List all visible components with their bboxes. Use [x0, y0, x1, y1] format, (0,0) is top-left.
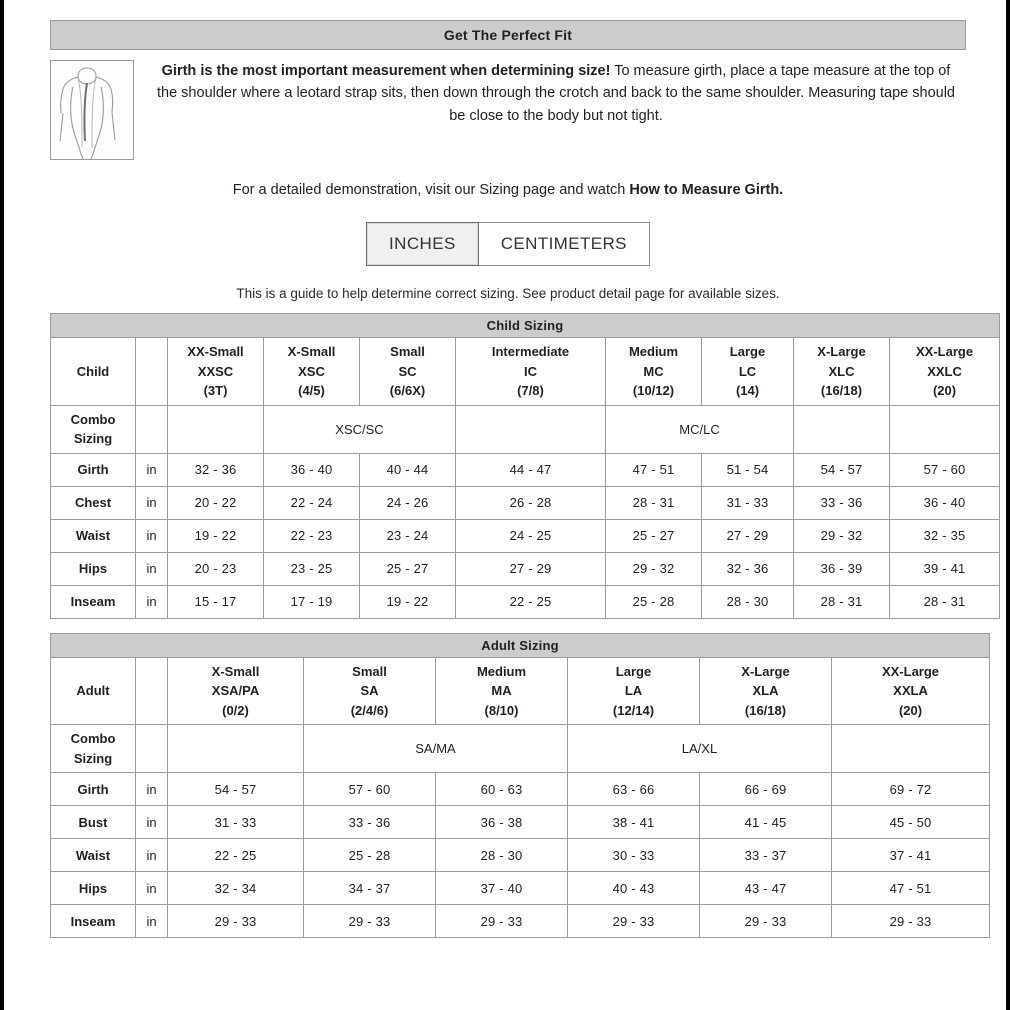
child-col-sc-l1: Small: [390, 344, 425, 359]
unit-centimeters-button[interactable]: CENTIMETERS: [479, 222, 650, 266]
adult-col-xsa: [168, 657, 304, 725]
child-col-xxlc-l2: XXLC: [927, 363, 962, 379]
child-combo-unit-spacer: [136, 405, 168, 453]
adult-combo-row: [51, 725, 990, 773]
child-girth-xlc: 54 - 57: [794, 453, 890, 486]
child-inseam-mc: 25 - 28: [606, 585, 702, 618]
child-table-title-row: [51, 314, 1000, 338]
adult-col-la-l1: Large: [615, 663, 652, 679]
adult-combo-unit-spacer: [136, 725, 168, 773]
adult-waist-ma: 28 - 30: [436, 839, 568, 872]
child-hips-xlc: 36 - 39: [794, 552, 890, 585]
adult-combo-sa-ma: SA/MA: [304, 725, 568, 773]
child-waist-sc: 23 - 24: [360, 519, 456, 552]
adult-inseam-xxla: 29 - 33: [832, 905, 990, 938]
child-combo-empty-2: [456, 405, 606, 453]
child-inseam-lc: 28 - 30: [702, 585, 794, 618]
adult-girth-xla: 66 - 69: [700, 773, 832, 806]
adult-header-label: Adult: [51, 657, 136, 725]
adult-bust-xsa: 31 - 33: [168, 806, 304, 839]
unit-inches-button[interactable]: INCHES: [366, 222, 479, 266]
child-col-ic-l1: Intermediate: [491, 344, 570, 359]
child-combo-empty-3: [794, 405, 890, 453]
adult-bust-la: 38 - 41: [568, 806, 700, 839]
perfect-fit-header: Get The Perfect Fit: [50, 20, 966, 50]
child-col-xxsc: [168, 338, 264, 406]
child-header-row: [51, 338, 1000, 406]
child-hips-ic: 27 - 29: [456, 552, 606, 585]
adult-girth-xsa: 54 - 57: [168, 773, 304, 806]
child-chest-ic: 26 - 28: [456, 486, 606, 519]
child-chest-xsc: 22 - 24: [264, 486, 360, 519]
child-waist-xsc: 22 - 23: [264, 519, 360, 552]
child-hips-sc: 25 - 27: [360, 552, 456, 585]
adult-waist-xxla: 37 - 41: [832, 839, 990, 872]
adult-table-title: Adult Sizing: [51, 633, 990, 657]
adult-bust-ma: 36 - 38: [436, 806, 568, 839]
child-row-label-chest: Chest: [51, 486, 136, 519]
child-col-lc-l2: LC: [738, 363, 757, 379]
table-row: [51, 453, 1000, 486]
adult-col-xxla-l2: XXLA: [893, 683, 928, 698]
table-row: [51, 905, 990, 938]
child-col-xlc-l3: (16/18): [820, 383, 863, 398]
child-row-label-waist: Waist: [51, 519, 136, 552]
adult-combo-empty-1: [168, 725, 304, 773]
adult-hips-ma: 37 - 40: [436, 872, 568, 905]
table-row: [51, 585, 1000, 618]
adult-girth-la: 63 - 66: [568, 773, 700, 806]
adult-col-sa-l1: Small: [352, 663, 387, 679]
adult-combo-empty-2: [832, 725, 990, 773]
unit-toggle-group[interactable]: [50, 222, 966, 266]
child-col-xlc: [794, 338, 890, 406]
adult-col-ma-l3: (8/10): [484, 702, 519, 718]
child-inseam-xxsc: 15 - 17: [168, 585, 264, 618]
table-row: [51, 806, 990, 839]
adult-col-sa-l2: SA: [360, 683, 379, 698]
adult-inseam-sa: 29 - 33: [304, 905, 436, 938]
child-col-xsc-l1: X-Small: [287, 344, 336, 359]
child-unit-hips: in: [136, 552, 168, 585]
child-col-xxsc-l3: (3T): [203, 383, 228, 398]
child-col-xsc-l3: (4/5): [298, 383, 325, 398]
child-combo-empty-1: [168, 405, 264, 453]
adult-hips-xsa: 32 - 34: [168, 872, 304, 905]
child-waist-xxlc: 32 - 35: [890, 519, 1000, 552]
child-hips-xxsc: 20 - 23: [168, 552, 264, 585]
child-inseam-xxlc: 28 - 31: [890, 585, 1000, 618]
child-chest-mc: 28 - 31: [606, 486, 702, 519]
adult-col-xxla: [832, 657, 990, 725]
child-chest-xxsc: 20 - 22: [168, 486, 264, 519]
table-row: [51, 773, 990, 806]
child-header-unit-spacer: [136, 338, 168, 406]
child-waist-xxsc: 19 - 22: [168, 519, 264, 552]
adult-inseam-ma: 29 - 33: [436, 905, 568, 938]
child-combo-mc-lc: MC/LC: [606, 405, 794, 453]
adult-row-label-waist: Waist: [51, 839, 136, 872]
adult-col-la-l2: LA: [624, 683, 643, 698]
child-waist-ic: 24 - 25: [456, 519, 606, 552]
adult-col-xla-l2: XLA: [752, 683, 779, 698]
adult-col-xsa-l2: XSA/PA: [211, 683, 260, 698]
sizing-demo-note-text: For a detailed demonstration, visit our Sizing page and watch: [232, 182, 630, 198]
adult-combo-label-2: Sizing: [73, 750, 113, 766]
child-girth-sc: 40 - 44: [360, 453, 456, 486]
girth-description-rest: To measure girth, place a tape measure at the top of the shoulder where a leotard strap sits, then down through the crotch and back to the same shoulder. Measuring tape should be close to the body but not tight.: [157, 63, 955, 124]
child-inseam-xsc: 17 - 19: [264, 585, 360, 618]
child-col-mc-l2: MC: [643, 363, 664, 379]
adult-inseam-xsa: 29 - 33: [168, 905, 304, 938]
adult-unit-girth: in: [136, 773, 168, 806]
adult-unit-hips: in: [136, 872, 168, 905]
adult-col-xla: [700, 657, 832, 725]
child-girth-lc: 51 - 54: [702, 453, 794, 486]
child-waist-mc: 25 - 27: [606, 519, 702, 552]
child-hips-xxlc: 39 - 41: [890, 552, 1000, 585]
child-col-xlc-l1: X-Large: [817, 344, 866, 359]
child-col-sc-l2: SC: [398, 363, 417, 379]
child-combo-xsc-sc: XSC/SC: [264, 405, 456, 453]
adult-waist-sa: 25 - 28: [304, 839, 436, 872]
child-inseam-sc: 19 - 22: [360, 585, 456, 618]
child-combo-label-1: Combo: [70, 411, 116, 427]
adult-hips-xla: 43 - 47: [700, 872, 832, 905]
adult-col-la: [568, 657, 700, 725]
adult-col-xxla-l3: (20): [898, 702, 923, 718]
adult-header-row: [51, 657, 990, 725]
child-chest-lc: 31 - 33: [702, 486, 794, 519]
child-col-lc: [702, 338, 794, 406]
child-waist-lc: 27 - 29: [702, 519, 794, 552]
child-girth-mc: 47 - 51: [606, 453, 702, 486]
child-hips-lc: 32 - 36: [702, 552, 794, 585]
adult-unit-inseam: in: [136, 905, 168, 938]
child-col-xxsc-l1: XX-Small: [187, 344, 244, 359]
child-girth-ic: 44 - 47: [456, 453, 606, 486]
child-col-lc-l1: Large: [729, 344, 766, 359]
child-girth-xxsc: 32 - 36: [168, 453, 264, 486]
child-inseam-ic: 22 - 25: [456, 585, 606, 618]
adult-table-title-row: [51, 633, 990, 657]
adult-col-xla-l1: X-Large: [741, 663, 790, 679]
adult-sizing-table: [50, 633, 990, 939]
child-col-sc: [360, 338, 456, 406]
how-to-measure-girth-link[interactable]: How to Measure Girth.: [629, 182, 784, 198]
adult-waist-xsa: 22 - 25: [168, 839, 304, 872]
leotard-figure-icon: [50, 60, 134, 160]
child-chest-xlc: 33 - 36: [794, 486, 890, 519]
child-unit-waist: in: [136, 519, 168, 552]
adult-hips-xxla: 47 - 51: [832, 872, 990, 905]
child-header-label: Child: [51, 338, 136, 406]
table-row: [51, 519, 1000, 552]
child-col-mc: [606, 338, 702, 406]
child-combo-label-2: Sizing: [73, 431, 113, 446]
sizing-demo-note: [50, 182, 966, 198]
adult-bust-xxla: 45 - 50: [832, 806, 990, 839]
adult-col-ma: [436, 657, 568, 725]
adult-col-xla-l3: (16/18): [744, 702, 787, 718]
adult-col-la-l3: (12/14): [612, 702, 655, 718]
adult-girth-ma: 60 - 63: [436, 773, 568, 806]
adult-girth-sa: 57 - 60: [304, 773, 436, 806]
child-col-xsc-l2: XSC: [298, 363, 325, 379]
adult-row-label-bust: Bust: [51, 806, 136, 839]
adult-girth-xxla: 69 - 72: [832, 773, 990, 806]
child-chest-sc: 24 - 26: [360, 486, 456, 519]
child-row-label-girth: Girth: [51, 453, 136, 486]
table-row: [51, 486, 1000, 519]
adult-col-xsa-l1: X-Small: [211, 663, 260, 679]
child-sizing-table: [50, 313, 1000, 619]
child-girth-xxlc: 57 - 60: [890, 453, 1000, 486]
adult-unit-bust: in: [136, 806, 168, 839]
child-hips-xsc: 23 - 25: [264, 552, 360, 585]
adult-combo-label-1: Combo: [70, 731, 116, 746]
adult-row-label-girth: Girth: [51, 773, 136, 806]
adult-combo-label: [51, 725, 136, 773]
child-unit-chest: in: [136, 486, 168, 519]
child-col-xxlc-l3: (20): [932, 383, 957, 398]
child-girth-xsc: 36 - 40: [264, 453, 360, 486]
adult-row-label-hips: Hips: [51, 872, 136, 905]
adult-waist-la: 30 - 33: [568, 839, 700, 872]
adult-combo-la-xl: LA/XL: [568, 725, 832, 773]
child-col-ic: [456, 338, 606, 406]
child-chest-xxlc: 36 - 40: [890, 486, 1000, 519]
child-combo-row: [51, 405, 1000, 453]
perfect-fit-body: [50, 50, 966, 160]
adult-col-ma-l2: MA: [491, 683, 512, 698]
girth-description: [146, 58, 966, 127]
adult-hips-la: 40 - 43: [568, 872, 700, 905]
child-col-mc-l3: (10/12): [632, 383, 675, 398]
child-col-xlc-l2: XLC: [828, 363, 855, 379]
child-col-xxsc-l2: XXSC: [197, 363, 234, 379]
adult-col-sa: [304, 657, 436, 725]
child-table-title: Child Sizing: [51, 314, 1000, 338]
table-row: [51, 839, 990, 872]
child-col-lc-l3: (14): [735, 383, 760, 398]
adult-col-ma-l1: Medium: [476, 663, 527, 679]
adult-col-xxla-l1: XX-Large: [881, 663, 940, 679]
child-col-mc-l1: Medium: [628, 344, 679, 359]
child-unit-inseam: in: [136, 585, 168, 618]
adult-inseam-la: 29 - 33: [568, 905, 700, 938]
child-col-ic-l2: IC: [524, 363, 537, 379]
child-row-label-hips: Hips: [51, 552, 136, 585]
adult-row-label-inseam: Inseam: [51, 905, 136, 938]
child-row-label-inseam: Inseam: [51, 585, 136, 618]
child-combo-empty-4: [890, 405, 1000, 453]
child-combo-label: [51, 405, 136, 453]
child-col-xxlc: [890, 338, 1000, 406]
adult-bust-sa: 33 - 36: [304, 806, 436, 839]
adult-bust-xla: 41 - 45: [700, 806, 832, 839]
child-hips-mc: 29 - 32: [606, 552, 702, 585]
adult-col-xsa-l3: (0/2): [222, 702, 249, 718]
adult-inseam-xla: 29 - 33: [700, 905, 832, 938]
child-col-xxlc-l1: XX-Large: [916, 344, 974, 359]
adult-header-unit-spacer: [136, 657, 168, 725]
child-col-ic-l3: (7/8): [517, 383, 544, 398]
child-col-xsc: [264, 338, 360, 406]
table-row: [51, 552, 1000, 585]
child-col-sc-l3: (6/6X): [389, 383, 426, 398]
child-inseam-xlc: 28 - 31: [794, 585, 890, 618]
girth-description-bold: Girth is the most important measurement when determining size!: [161, 63, 611, 79]
adult-col-sa-l3: (2/4/6): [350, 702, 389, 718]
table-row: [51, 872, 990, 905]
child-unit-girth: in: [136, 453, 168, 486]
child-waist-xlc: 29 - 32: [794, 519, 890, 552]
adult-unit-waist: in: [136, 839, 168, 872]
adult-waist-xla: 33 - 37: [700, 839, 832, 872]
adult-hips-sa: 34 - 37: [304, 872, 436, 905]
guide-note: This is a guide to help determine correct sizing. See product detail page for available sizes.: [236, 286, 780, 301]
